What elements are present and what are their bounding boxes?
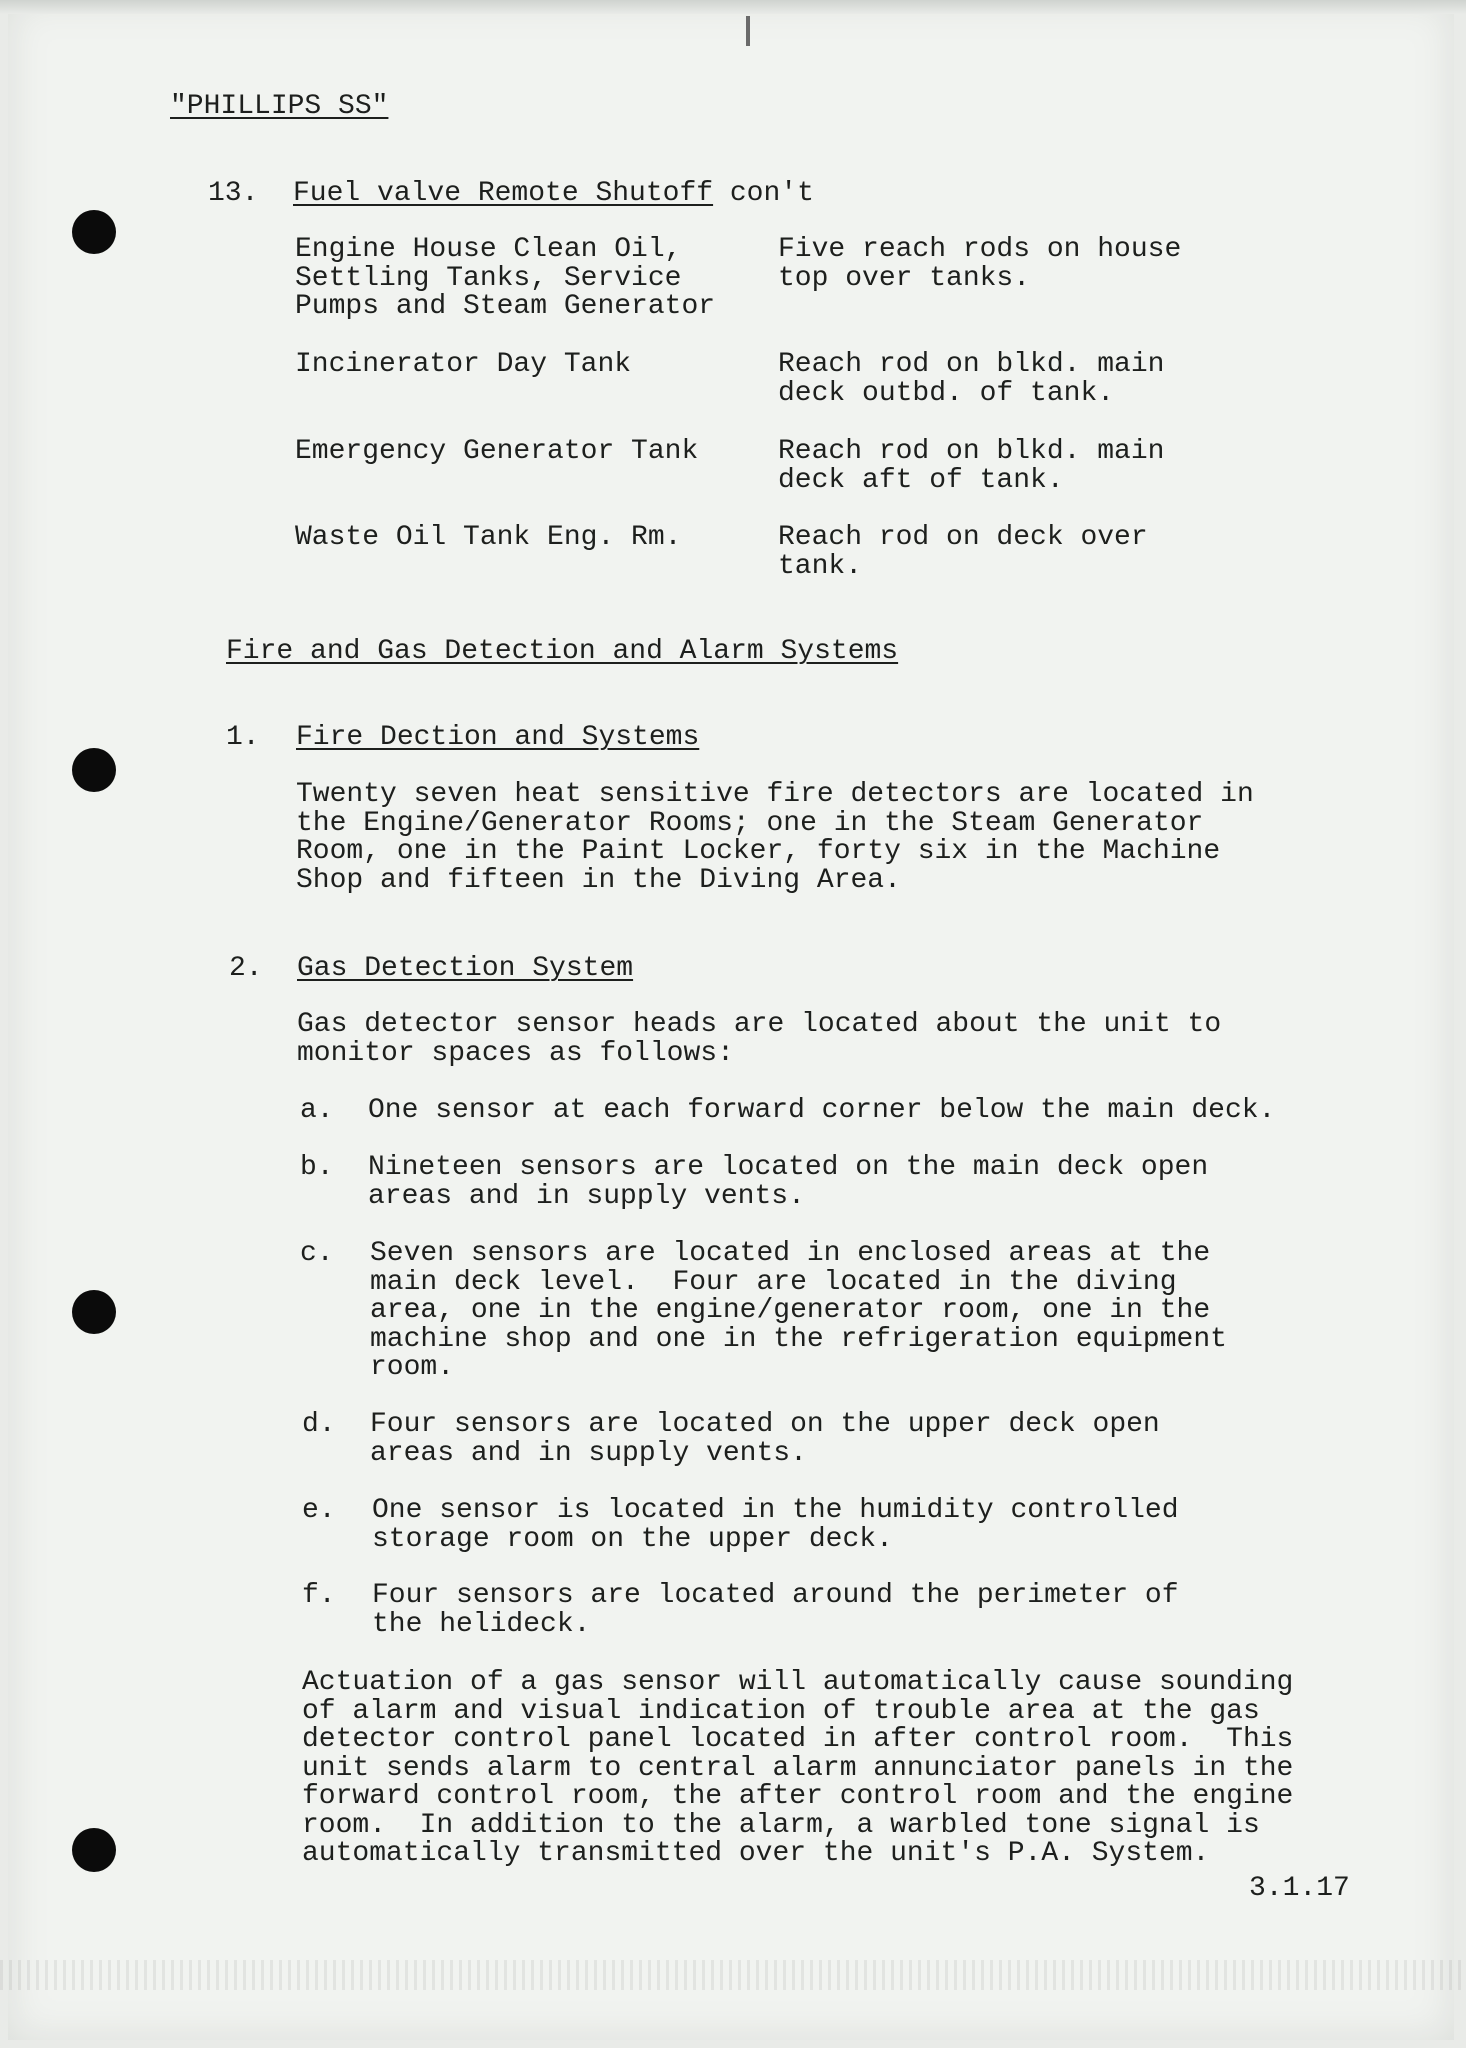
list-item-text-b: Nineteen sensors are located on the main deck open areas and in supply vents. [368,1152,1209,1212]
section-2-number: 2. [229,953,263,984]
list-item-label-a: a. [300,1095,334,1126]
list-item-label-c: c. [300,1238,334,1269]
section-13-number: 13. [208,178,259,209]
list-item-label-b: b. [300,1152,334,1183]
shutoff-location-2: Reach rod on blkd. main deck outbd. of tank. [778,349,1165,409]
scan-edge-bottom [0,1960,1466,1990]
shutoff-item-2: Incinerator Day Tank [295,349,632,380]
section-1-title: Fire Dection and Systems [296,722,700,753]
list-item-text-d: Four sensors are located on the upper deck open areas and in supply vents. [370,1409,1160,1469]
section-2-title: Gas Detection System [297,953,634,984]
punch-hole-1 [72,210,116,254]
scan-edge-top [0,0,1466,14]
section-2-intro: Gas detector sensor heads are located about the unit to monitor spaces as follows: [297,1009,1222,1069]
section-13-title: Fuel valve Remote Shutoff con't [293,178,814,209]
list-item-label-f: f. [302,1580,336,1611]
list-item-text-f: Four sensors are located around the perimeter of the helideck. [372,1580,1179,1640]
punch-hole-4 [72,1828,116,1872]
scan-mark [746,16,750,46]
list-item-text-e: One sensor is located in the humidity controlled storage room on the upper deck. [372,1495,1179,1555]
shutoff-item-1: Engine House Clean Oil, Settling Tanks, Service Pumps and Steam Generator [295,234,716,322]
list-item-label-e: e. [302,1495,336,1526]
list-item-label-d: d. [302,1409,336,1440]
section-1-body: Twenty seven heat sensitive fire detectors are located in the Engine/Generator Rooms; one in the Steam Generator Room, one in the Paint Locker, forty six in the Machine Shop and fifteen in the Diving Area. [296,779,1254,896]
shutoff-location-3: Reach rod on blkd. main deck aft of tank. [778,436,1165,496]
fire-gas-heading: Fire and Gas Detection and Alarm Systems [226,636,899,667]
shutoff-item-4: Waste Oil Tank Eng. Rm. [295,522,682,553]
document-header-title: "PHILLIPS SS" [170,91,389,122]
shutoff-location-1: Five reach rods on house top over tanks. [778,234,1182,294]
punch-hole-3 [72,1290,116,1334]
list-item-text-c: Seven sensors are located in enclosed areas at the main deck level. Four are located in the diving area, one in the engine/generator room, one in the machine shop and one in the refrigeration equipment room. [370,1238,1227,1383]
section-2-closing: Actuation of a gas sensor will automatically cause sounding of alarm and visual indication of trouble area at the gas detector control panel located in after control room. This unit sends alarm to central alarm annunciator panels in the forward control room, the after control room and the engine room. In addition to the alarm, a warbled tone signal is automatically transmitted over the unit's P.A. System. [302,1667,1294,1869]
page-number: 3.1.17 [1249,1873,1350,1904]
shutoff-item-3: Emergency Generator Tank [295,436,699,467]
shutoff-location-4: Reach rod on deck over tank. [778,522,1148,582]
punch-hole-2 [72,748,116,792]
list-item-text-a: One sensor at each forward corner below the main deck. [368,1095,1276,1126]
section-1-number: 1. [226,722,260,753]
